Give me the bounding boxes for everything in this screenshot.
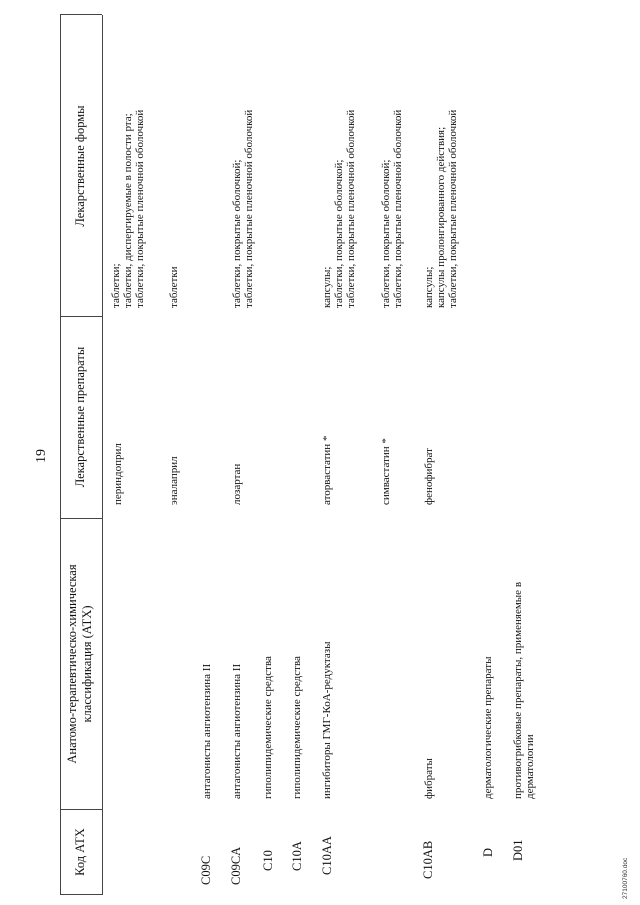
atc-code: C09C	[199, 855, 213, 885]
document-id: 27100760.doc	[622, 857, 629, 899]
atc-code: C10AA	[320, 836, 334, 875]
header-forms: Лекарственные формы	[73, 105, 87, 227]
col-divider-code	[60, 809, 102, 810]
form-line: капсулы пролонгированного действия;	[435, 126, 447, 308]
atc-name-line1: противогрибковые препараты, применяемые в	[512, 581, 524, 799]
form-line: таблетки, покрытые пленочной оболочкой	[392, 109, 404, 308]
atc-code: D01	[511, 839, 525, 861]
table-header-rule	[102, 15, 103, 895]
form-line: таблетки, покрытые оболочкой;	[380, 159, 392, 308]
form-line: капсулы;	[423, 266, 435, 308]
header-atc-line2: классификация (АТХ)	[80, 605, 94, 723]
form-line: таблетки	[168, 266, 180, 308]
atc-code: C09CA	[229, 846, 243, 885]
atc-name: антагонисты ангиотензина II	[201, 663, 213, 799]
form-line: таблетки;	[110, 263, 122, 308]
form-line: таблетки, покрытые пленочной оболочкой	[134, 109, 146, 308]
form-line: таблетки, покрытые пленочной оболочкой	[243, 109, 255, 308]
header-code: Код АТХ	[73, 828, 87, 876]
atc-name: ингибиторы ГМГ-КоА-редуктазы	[321, 641, 333, 799]
col-divider-drugs	[60, 316, 102, 317]
form-line: таблетки, покрытые пленочной оболочкой	[447, 109, 459, 308]
form-line: таблетки, покрытые пленочной оболочкой	[345, 109, 357, 308]
header-atc-line1: Анатомо-терапевтическо-химическая	[65, 564, 79, 764]
drug-atorvastatin: аторвастатин *	[321, 435, 333, 505]
table-top-rule	[60, 15, 61, 895]
atc-name: гиполипидемические средства	[291, 656, 303, 799]
atc-code: D	[481, 847, 495, 857]
atc-name: фибраты	[423, 758, 435, 799]
form-line: таблетки, покрытые оболочкой;	[333, 159, 345, 308]
form-line: таблетки, диспергируемые в полости рта;	[122, 113, 134, 308]
atc-code: C10AB	[421, 840, 435, 879]
col-divider-atc	[60, 518, 102, 519]
col-divider-left	[60, 894, 102, 895]
drug-enalapril: эналаприл	[168, 456, 180, 505]
atc-name: дерматологические препараты	[482, 656, 494, 799]
atc-name: гиполипидемические средства	[262, 656, 274, 799]
drug-perindopril: периндоприл	[112, 443, 124, 505]
form-line: капсулы;	[321, 266, 333, 308]
drug-losartan: лозартан	[231, 463, 243, 505]
atc-code: C10A	[290, 841, 304, 871]
drug-simvastatin: симвастатин *	[380, 438, 392, 505]
header-drugs: Лекарственные препараты	[73, 346, 87, 488]
atc-name: антагонисты ангиотензина II	[231, 663, 243, 799]
atc-name-line2: дерматологии	[524, 734, 536, 799]
atc-code: C10	[261, 850, 275, 871]
page-number: 19	[34, 449, 49, 463]
drug-fenofibrate: фенофибрат	[423, 448, 435, 505]
form-line: таблетки, покрытые оболочкой;	[231, 159, 243, 308]
col-divider-right	[60, 14, 102, 15]
